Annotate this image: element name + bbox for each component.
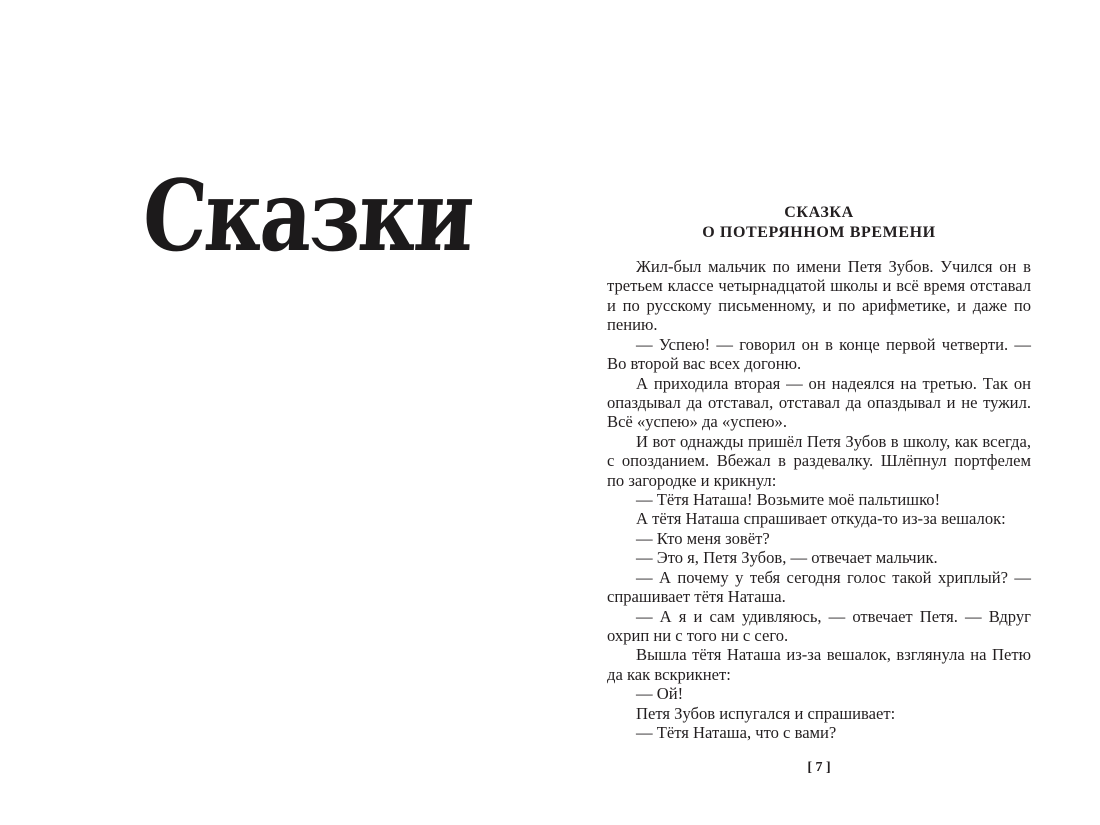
story-title [607, 203, 1031, 243]
paragraph: — Ой! [636, 684, 684, 704]
paragraph: — Кто меня зовёт? [636, 528, 770, 548]
paragraph: А тётя Наташа спрашивает откуда-то из-за вешалок: [636, 509, 1006, 529]
paragraph: — Тётя Наташа, что с вами? [636, 723, 837, 743]
page-number: [ 7 ] [807, 760, 831, 775]
paragraph: Жил-был мальчик по имени Петя Зубов. Учился он в третьем классе четырнадцатой школы и всё время отставал и по русскому письменному, и по арифметике, и даже по пению. [607, 257, 1031, 335]
section-title: Сказки [139, 159, 475, 274]
story-title-line-1: СКАЗКА [784, 204, 854, 221]
story-title-line-2: О ПОТЕРЯННОМ ВРЕМЕНИ [702, 224, 936, 241]
paragraph: Петя Зубов испугался и спрашивает: [636, 703, 896, 723]
paragraph: — А почему у тебя сегодня голос такой хриплый? — спрашивает тётя Наташа. [607, 567, 1031, 607]
right-page [607, 0, 1031, 825]
paragraph: Вышла тётя Наташа из-за вешалок, взглянула на Петю да как вскрикнет: [607, 645, 1031, 684]
paragraph: — Это я, Петя Зубов, — отвечает мальчик. [636, 548, 938, 568]
paragraph: И вот однажды пришёл Петя Зубов в школу, как всегда, с опозданием. Вбежал в раздевалку. Шлёпнул портфелем по загородке и крикнул: [607, 431, 1031, 490]
paragraph: — Тётя Наташа! Возьмите моё пальтишко! [636, 490, 941, 510]
paragraph: — Успею! — говорил он в конце первой четверти. — Во второй вас всех догоню. [607, 334, 1031, 374]
story-body [607, 257, 1031, 743]
paragraph: — А я и сам удивляюсь, — отвечает Петя. — Вдруг охрип ни с того ни с сего. [607, 606, 1031, 646]
paragraph: А приходила вторая — он надеялся на третью. Так он опаздывал да отставал, отставал да опаздывал и не тужил. Всё «успею» да «успею». [607, 373, 1031, 432]
